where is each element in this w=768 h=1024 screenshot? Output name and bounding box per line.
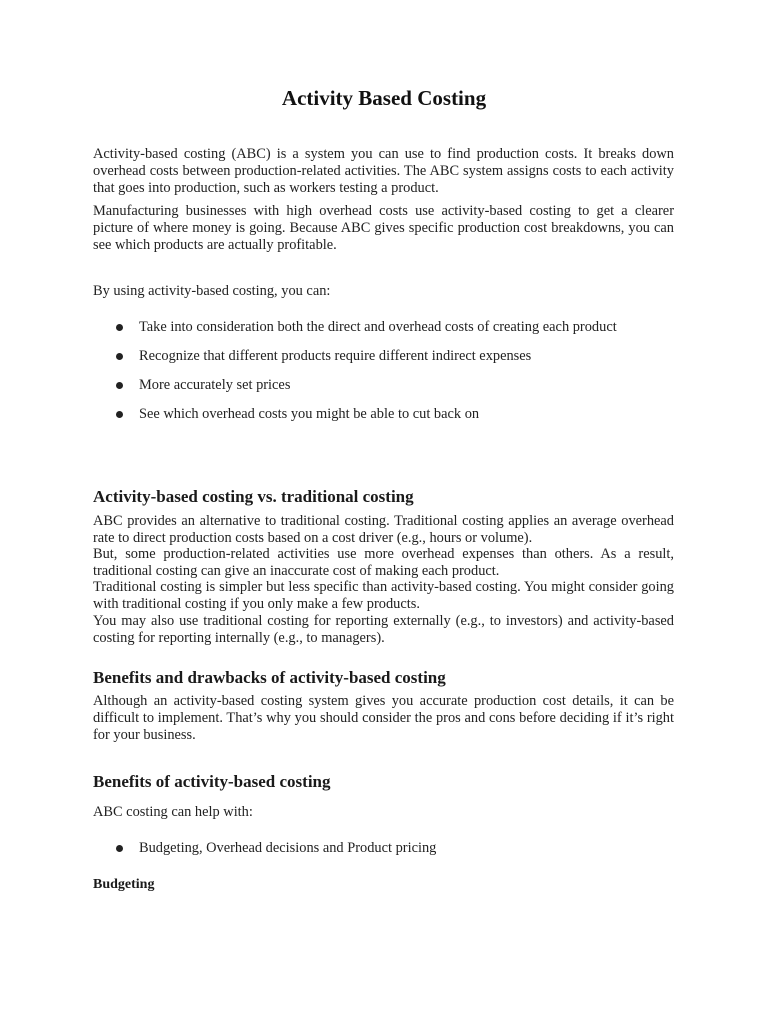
- vs-traditional-paragraph-2: But, some production-related activities use more overhead expenses than others. As a result, traditional costing can give an inaccurate cost of making each product.: [93, 546, 674, 579]
- subheading-budgeting: Budgeting: [93, 877, 155, 892]
- vs-traditional-paragraph-1: ABC provides an alternative to traditional costing. Traditional costing applies an average overhead rate to direct production costs based on a cost driver (e.g., hours or volume).: [93, 513, 674, 546]
- intro-paragraph-1: Activity-based costing (ABC) is a system you can use to find production costs. It breaks down overhead costs between production-related activities. The ABC system assigns costs to each activity that goes into production, such as workers testing a product.: [93, 146, 674, 196]
- list-item-text: Recognize that different products require different indirect expenses: [139, 348, 532, 364]
- vs-traditional-paragraph-3: Traditional costing is simpler but less specific than activity-based costing. You might consider going with traditional costing if you only make a few products.: [93, 579, 674, 612]
- page-title: Activity Based Costing: [281, 86, 487, 110]
- list-item-text: Budgeting, Overhead decisions and Product pricing: [139, 840, 437, 856]
- list-item: [116, 406, 696, 435]
- list-item: [116, 348, 696, 377]
- intro-paragraph-2: Manufacturing businesses with high overhead costs use activity-based costing to get a clearer picture of where money is going. Because ABC gives specific production cost breakdowns, you can see which products are actually profitable.: [93, 203, 674, 253]
- bullet-icon: [116, 324, 123, 331]
- bullet-icon: [116, 353, 123, 360]
- list-item-text: Take into consideration both the direct and overhead costs of creating each product: [139, 319, 617, 335]
- benefits-list-lead: ABC costing can help with:: [93, 804, 253, 820]
- section-heading-benefits: Benefits of activity-based costing: [93, 772, 331, 791]
- vs-traditional-paragraph-4: You may also use traditional costing for reporting externally (e.g., to investors) and activity-based costing for reporting internally (e.g., to managers).: [93, 613, 674, 646]
- benefits-bullet-list: [116, 840, 696, 869]
- list-item-text: See which overhead costs you might be able to cut back on: [139, 406, 480, 422]
- intro-list-lead: By using activity-based costing, you can:: [93, 283, 331, 299]
- list-item: [116, 840, 696, 869]
- list-item-text: More accurately set prices: [139, 377, 291, 393]
- benefits-drawbacks-paragraph: Although an activity-based costing system gives you accurate production cost details, it can be difficult to implement. That’s why you should consider the pros and cons before deciding if it’s right for your business.: [93, 693, 674, 743]
- intro-bullet-list: [116, 319, 696, 435]
- bullet-icon: [116, 845, 123, 852]
- bullet-icon: [116, 411, 123, 418]
- list-item: [116, 377, 696, 406]
- section-heading-vs-traditional: Activity-based costing vs. traditional costing: [93, 487, 414, 506]
- bullet-icon: [116, 382, 123, 389]
- section-heading-benefits-drawbacks: Benefits and drawbacks of activity-based costing: [93, 668, 446, 687]
- list-item: [116, 319, 696, 348]
